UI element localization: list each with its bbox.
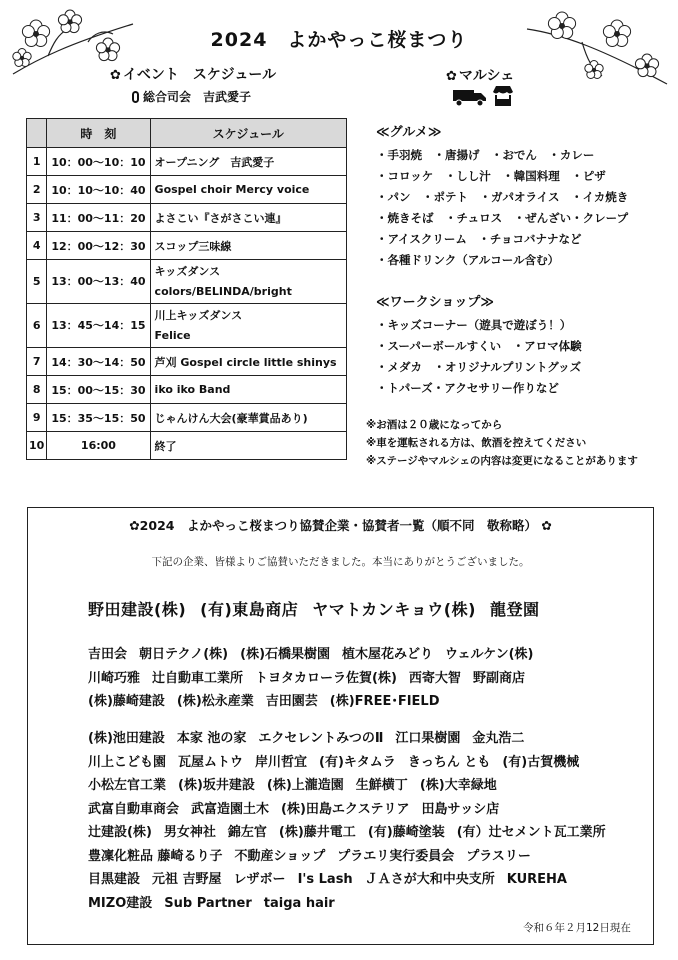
list-item: ・パン ・ポテト ・ガパオライス ・イカ焼き (376, 190, 629, 204)
table-row (27, 232, 347, 260)
sponsor-name: トヨタカローラ佐賀(株) (255, 670, 397, 686)
sponsor-line (88, 892, 618, 916)
sponsor-name: 小松左官工業 (88, 778, 167, 793)
row-number: 9 (27, 404, 47, 432)
sponsor-line (88, 798, 618, 822)
sponsor-name: 西寄大智 (408, 670, 461, 686)
sakura-icon: ✿ (536, 518, 552, 533)
sponsor-name: 植木屋花みどり (342, 647, 434, 662)
microphone-icon (132, 91, 139, 103)
sponsor-name: レザボー (233, 872, 286, 887)
as-of-date: 令和６年２月12日現在 (523, 922, 631, 934)
schedule-table (26, 118, 347, 460)
row-number: 3 (27, 204, 47, 232)
sponsor-name: 江口果樹園 (395, 731, 461, 746)
gourmet-heading: ≪グルメ≫ (376, 125, 442, 140)
row-time: 12：00～12：30 (47, 232, 150, 260)
sponsor-name: I's Lash (297, 872, 353, 887)
sponsor-name: 錦左官 (227, 825, 267, 840)
sponsor-name: 龍登園 (489, 600, 540, 619)
sponsor-name: taiga hair (263, 895, 335, 911)
sponsor-name: (株)大幸緑地 (419, 778, 497, 793)
table-row (27, 176, 347, 204)
sponsor-name: 金丸浩二 (472, 731, 525, 746)
schedule-header-row (27, 119, 347, 148)
row-program: 芦刈 Gospel circle little shinys (150, 348, 346, 376)
table-row (27, 148, 347, 176)
table-row (27, 348, 347, 376)
table-row (27, 304, 347, 348)
note-item: ※車を運転される方は、飲酒を控えてください (366, 437, 587, 449)
sponsor-name: (有)キタムラ (319, 754, 396, 770)
sponsor-name: 武富造園土木 (191, 801, 270, 817)
row-number: 2 (27, 176, 47, 204)
sponsor-name: ＪＡさが大和中央支所 (364, 872, 495, 887)
row-time: 10：00～10：10 (47, 148, 150, 176)
sponsor-name: (有）辻セメント瓦工業所 (456, 825, 606, 840)
marche-heading (446, 65, 514, 85)
sponsor-name: (株)上瀧造園 (266, 778, 344, 793)
sponsor-name: (有)古賀機械 (502, 754, 580, 770)
table-row (27, 404, 347, 432)
notes (366, 416, 638, 470)
sponsor-name: エクセレントみつのⅡ (258, 731, 384, 746)
list-item: ・コロッケ ・しし汁 ・韓国料理 ・ピザ (376, 169, 606, 183)
table-row (27, 204, 347, 232)
row-time: 13：00～13：40 (47, 260, 150, 304)
note-item: ※ステージやマルシェの内容は変更になることがあります (366, 455, 638, 467)
sponsor-name: (株)石橋果樹園 (240, 647, 331, 662)
row-program: 終了 (150, 432, 346, 460)
sponsor-line (88, 774, 618, 798)
sponsor-name: 辻建設(株) (88, 825, 152, 840)
row-program: Gospel choir Mercy voice (150, 176, 346, 204)
sponsor-line (88, 845, 618, 869)
sponsor-line (88, 751, 618, 775)
list-item: ・焼きそば ・チュロス ・ぜんざい・クレープ (376, 211, 629, 225)
sponsor-name: 男女神社 (163, 825, 216, 840)
sakura-icon: ✿ (110, 68, 121, 83)
sponsor-line (88, 690, 545, 714)
row-number: 1 (27, 148, 47, 176)
row-time: 16:00 (47, 432, 150, 460)
sponsor-name: 野田建設(株) (88, 600, 187, 619)
schedule-header-no (27, 119, 47, 148)
list-item: ・トパーズ・アクセサリー作りなど (376, 381, 559, 395)
sponsor-name: 不動産ショップ (234, 848, 326, 864)
list-item: ・手羽焼 ・唐揚げ ・おでん ・カレー (376, 148, 595, 162)
sponsor-name: (株)田島エクステリア (281, 801, 410, 817)
row-program: オープニング 吉武愛子 (150, 148, 346, 176)
row-time: 15：35～15：50 (47, 404, 150, 432)
sponsor-name: 田島サッシ店 (421, 801, 500, 817)
workshop-heading: ≪ワークショップ≫ (376, 295, 494, 310)
list-item: ・アイスクリーム ・チョコバナナなど (376, 232, 582, 246)
sponsor-name: 朝日テクノ(株) (139, 647, 229, 662)
sponsor-name: 瓦屋ムトウ (178, 754, 244, 770)
sponsor-line (88, 667, 545, 691)
marche-heading-text: マルシェ (458, 68, 515, 84)
mc-label (132, 88, 251, 105)
row-time: 11：00～11：20 (47, 204, 150, 232)
row-time: 14：30～14：50 (47, 348, 150, 376)
sponsor-name: (株)藤井電工 (278, 825, 356, 840)
sponsor-thanks: 下記の企業、皆様よりご協賛いただきました。本当にありがとうございました。 (151, 556, 530, 568)
page-title: 2024 よかやっこ桜まつり (210, 29, 468, 51)
sponsor-name: (株)FREE･FIELD (329, 694, 440, 709)
sponsor-name: ヤマトカンキョウ(株) (312, 600, 476, 619)
row-number: 5 (27, 260, 47, 304)
sponsor-name: MIZO建設 (88, 895, 153, 911)
sponsor-name: (株)藤崎建設 (88, 694, 165, 709)
row-program-line: キッズダンス (154, 264, 221, 278)
row-program: iko iko Band (150, 376, 346, 404)
sponsor-name: 豊凜化粧品 藤崎るり子 (88, 848, 223, 864)
sponsor-title-text: 2024 よかやっこ桜まつり協賛企業・協賛者一覧（順不同 敬称略） (139, 518, 537, 533)
sponsor-name: きっちん とも (407, 754, 491, 770)
sakura-icon: ✿ (446, 69, 457, 84)
sponsor-line (88, 643, 545, 667)
row-program (150, 304, 346, 348)
sponsor-name: 吉田園芸 (265, 694, 318, 709)
sponsor-name: 生鮮横丁 (355, 778, 408, 793)
sponsor-name: ウェルケン(株) (445, 647, 534, 662)
sponsor-name: (株)松永産業 (176, 694, 254, 709)
sponsor-name: Sub Partner (164, 895, 252, 911)
sponsor-title (27, 516, 654, 534)
mc-label-text: 総合司会 吉武愛子 (143, 90, 252, 104)
sponsor-line (88, 868, 618, 892)
sponsor-name: 川崎巧雅 (88, 670, 141, 686)
row-number: 6 (27, 304, 47, 348)
gourmet-list (376, 122, 628, 271)
row-program-line: 川上キッズダンス (154, 308, 243, 322)
sponsor-name: 目黒建設 (88, 872, 141, 887)
row-program: じゃんけん大会(豪華賞品あり) (150, 404, 346, 432)
row-number: 4 (27, 232, 47, 260)
sponsor-name: プラエリ実行委員会 (337, 848, 455, 864)
list-item: ・スーパーボールすくい ・アロマ体験 (376, 339, 582, 353)
row-time: 10：10～10：40 (47, 176, 150, 204)
row-program: スコップ三味線 (150, 232, 346, 260)
list-item: ・各種ドリンク（アルコール含む） (376, 253, 560, 267)
sponsor-name: 野副商店 (472, 670, 525, 686)
food-truck-icon (453, 87, 487, 107)
sponsor-name: (株)坂井建設 (178, 778, 255, 793)
sponsor-name: (株)池田建設 (88, 731, 165, 746)
event-heading-text: イベント スケジュール (122, 67, 277, 83)
workshop-list (376, 292, 582, 399)
sponsor-name: 本家 池の家 (176, 731, 247, 746)
row-program (150, 260, 346, 304)
row-time: 13：45～14：15 (47, 304, 150, 348)
sponsor-group-3 (88, 727, 618, 915)
sponsor-name: 武富自動車商会 (88, 801, 180, 817)
row-program: よさこい『さがさこい連』 (150, 204, 346, 232)
sponsor-line (88, 821, 618, 845)
sakura-icon: ✿ (129, 518, 140, 533)
sponsor-name: (有)東島商店 (200, 600, 299, 619)
row-program-line: colors/BELINDA/bright (154, 284, 292, 298)
event-heading (110, 64, 276, 84)
table-row (27, 260, 347, 304)
row-number: 8 (27, 376, 47, 404)
schedule-header-program: スケジュール (150, 119, 346, 148)
sponsor-name: プラスリー (466, 848, 531, 864)
sponsor-name: KUREHA (506, 872, 567, 887)
row-time: 15：00～15：30 (47, 376, 150, 404)
major-sponsors (88, 597, 553, 620)
list-item: ・メダカ ・オリジナルプリントグッズ (376, 360, 582, 374)
row-program-line: Felice (154, 328, 191, 342)
row-number: 7 (27, 348, 47, 376)
list-item: ・キッズコーナー（遊具で遊ぼう！） (376, 318, 572, 332)
market-stall-icon (492, 85, 514, 107)
table-row (27, 432, 347, 460)
sponsor-name: 岸川哲宜 (255, 754, 308, 770)
sponsor-name: (有)藤崎塗装 (367, 825, 445, 840)
note-item: ※お酒は２０歳になってから (366, 419, 503, 431)
row-number: 10 (27, 432, 47, 460)
sponsor-name: 辻自動車工業所 (152, 670, 244, 686)
sponsor-name: 元祖 吉野屋 (152, 872, 222, 887)
sponsor-name: 川上こども園 (88, 754, 167, 770)
table-row (27, 376, 347, 404)
sponsor-line (88, 727, 618, 751)
sponsor-group-2 (88, 643, 545, 714)
sponsor-name: 吉田会 (88, 647, 128, 662)
schedule-header-time: 時 刻 (47, 119, 150, 148)
